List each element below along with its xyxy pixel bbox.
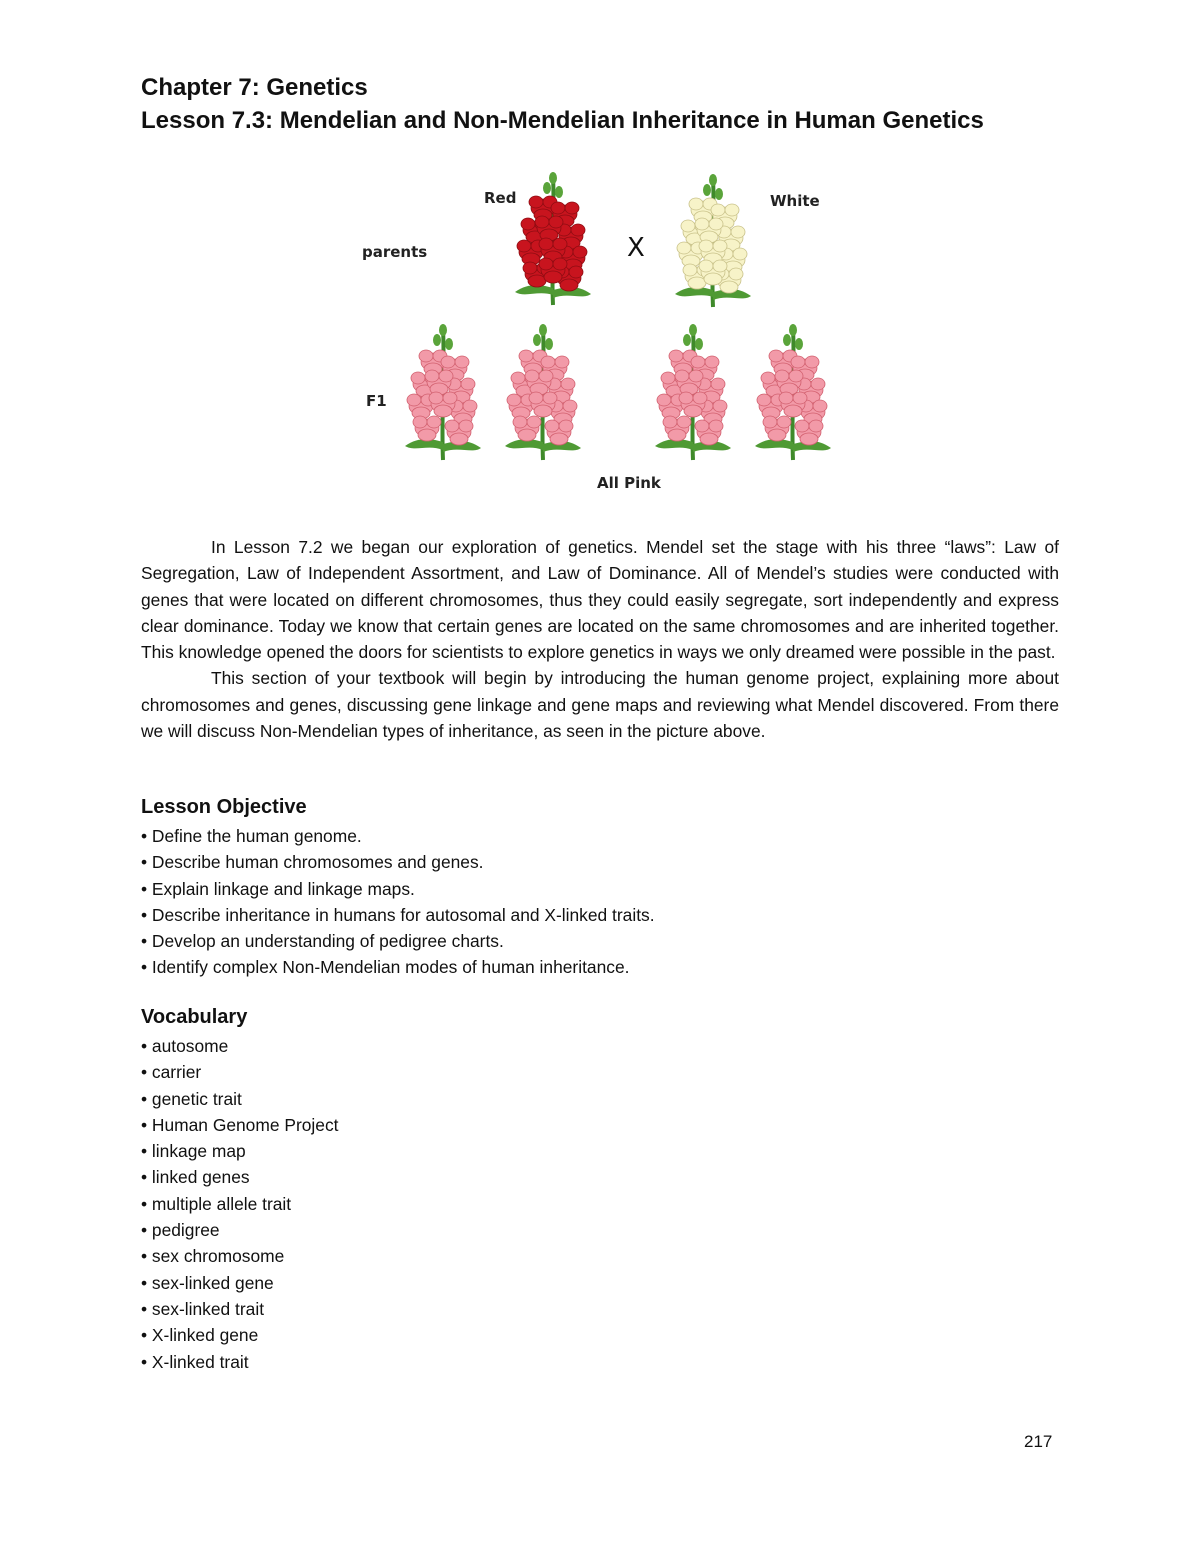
label-white: White [770,192,820,210]
vocabulary-item: • sex-linked gene [141,1270,338,1296]
vocabulary-list [141,1033,338,1375]
intro-paragraph-2: This section of your textbook will begin by introducing the human genome project, explaining more about chromosomes and genes, discussing gene linkage and gene maps and reviewing what Mendel discovered. From there we will discuss Non-Mendelian types of inheritance, as seen in the picture above. [141,668,1059,742]
white-snapdragon [675,174,751,307]
pink-snapdragon-1 [405,324,481,460]
vocabulary-item: • pedigree [141,1217,338,1243]
vocabulary-item: • genetic trait [141,1086,338,1112]
vocabulary-heading: Vocabulary [141,1006,248,1028]
lesson-title: Lesson 7.3: Mendelian and Non-Mendelian Inheritance in Human Genetics [141,107,984,134]
objective-item: • Identify complex Non-Mendelian modes of human inheritance. [141,954,655,980]
vocabulary-item: • autosome [141,1033,338,1059]
intro-text [141,534,1059,744]
snapdragon-cross-figure [340,170,860,500]
pink-snapdragon-2 [505,324,581,460]
pink-snapdragon-3 [655,324,731,460]
vocabulary-item: • linkage map [141,1138,338,1164]
label-parents: parents [362,243,428,261]
vocabulary-item: • carrier [141,1059,338,1085]
label-all-pink: All Pink [597,474,661,492]
vocabulary-item: • X-linked trait [141,1349,338,1375]
vocabulary-item: • Human Genome Project [141,1112,338,1138]
vocabulary-item: • sex chromosome [141,1243,338,1269]
objective-item: • Define the human genome. [141,823,655,849]
label-red: Red [484,189,517,207]
red-snapdragon [515,172,591,305]
objective-item: • Describe inheritance in humans for autosomal and X-linked traits. [141,902,655,928]
vocabulary-item: • multiple allele trait [141,1191,338,1217]
label-f1: F1 [366,392,387,410]
page-number: 217 [1024,1432,1053,1451]
pink-snapdragon-4 [755,324,831,460]
vocabulary-item: • X-linked gene [141,1322,338,1348]
intro-paragraph-1: In Lesson 7.2 we began our exploration of genetics. Mendel set the stage with his three “laws”: Law of Segregation, Law of Independent Assortment, and Law of Dominance. All of Mendel’s studies were conducted with genes that were located on different chromosomes, thus they could easily segregate, sort independently and express clear dominance. Today we know that certain genes are located on the same chromosomes and are inherited together. This knowledge opened the doors for scientists to explore genetics in ways we only dreamed were possible in the past. [141,537,1059,663]
objective-item: • Develop an understanding of pedigree charts. [141,928,655,954]
chapter-title: Chapter 7: Genetics [141,74,368,101]
objective-item: • Explain linkage and linkage maps. [141,876,655,902]
vocabulary-item: • sex-linked trait [141,1296,338,1322]
objective-item: • Describe human chromosomes and genes. [141,849,655,875]
objectives-list [141,823,655,981]
cross-symbol: X [627,233,645,263]
objectives-heading: Lesson Objective [141,796,307,818]
vocabulary-item: • linked genes [141,1164,338,1190]
